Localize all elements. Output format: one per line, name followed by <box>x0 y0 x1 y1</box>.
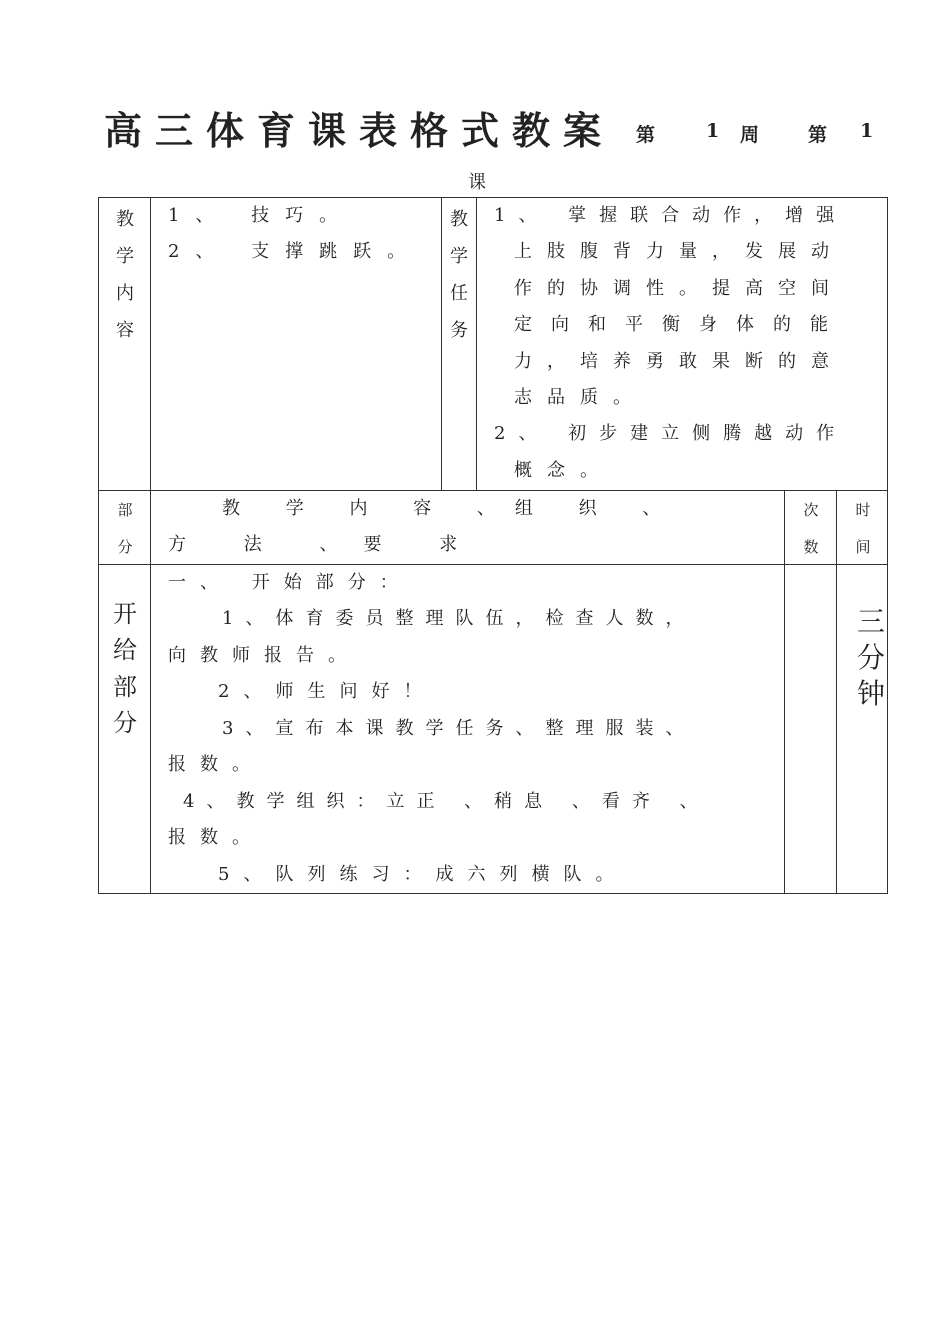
section-part-char: 开 <box>113 600 137 628</box>
time-header-char: 间 <box>855 538 871 556</box>
section-line: 5、队列练习：成六列横队。 <box>218 864 628 885</box>
task-line: 定向和平衡身体的能 <box>514 314 847 335</box>
section-time-char: 分 <box>856 641 885 674</box>
count-header-char: 次 <box>803 501 819 519</box>
content-item: 1、 技巧。 <box>168 205 354 226</box>
task-line: 2、 初步建立侧腾越动作 <box>494 423 848 444</box>
count-header-char: 数 <box>803 538 819 556</box>
content-header-char: 学 <box>116 246 134 267</box>
task-line: 力，培养勇敢果断的意 <box>514 351 844 372</box>
page-title: 高三体育课表格式教案 <box>104 108 615 153</box>
section-part-char: 部 <box>113 673 137 701</box>
section-line: 报数。 <box>168 754 264 775</box>
content-item: 2、 支撑跳跃。 <box>168 241 422 262</box>
task-line: 志品质。 <box>514 387 646 408</box>
content-method-header: 方 法 、要 求 <box>168 534 484 555</box>
section-line: 1、体育委员整理队伍，检查人数， <box>222 608 696 629</box>
task-header-char: 教 <box>450 209 468 230</box>
task-header-char: 务 <box>450 320 468 341</box>
task-line: 1、 掌握联合动作，增强 <box>494 205 848 226</box>
task-header-char: 任 <box>450 283 468 304</box>
time-header-char: 时 <box>855 501 871 519</box>
content-method-header: 教 学 内 容 、组 织 、 <box>222 498 681 519</box>
section-line: 4、教学组织：立正 、稍息 、看齐 、 <box>183 791 710 812</box>
task-line: 作的协调性。提高空间 <box>514 278 844 299</box>
section-line: 一、 开始部分： <box>168 572 412 593</box>
week-number: 1 <box>706 120 720 142</box>
section-line: 报数。 <box>168 827 264 848</box>
part-header-char: 部 <box>117 501 133 519</box>
content-header-char: 内 <box>116 283 134 304</box>
task-header-char: 学 <box>450 246 468 267</box>
task-line: 概念。 <box>514 460 613 481</box>
section-line: 2、师生问好！ <box>218 681 436 702</box>
section-time-char: 钟 <box>856 677 885 710</box>
section-part-char: 给 <box>113 636 137 664</box>
part-header-char: 分 <box>117 538 133 556</box>
content-header-char: 容 <box>116 320 134 341</box>
lesson-unit: 课 <box>468 172 486 193</box>
section-part-char: 分 <box>113 709 137 737</box>
content-header-char: 教 <box>116 209 134 230</box>
section-time-char: 三 <box>856 605 885 638</box>
task-line: 上肢腹背力量，发展动 <box>514 241 844 262</box>
week-label: 第 <box>636 124 656 146</box>
week-unit: 周 <box>740 124 760 146</box>
section-line: 3、宣布本课教学任务、整理服装、 <box>222 718 696 739</box>
section-line: 向教师报告。 <box>168 645 360 666</box>
lesson-label: 第 <box>808 124 828 146</box>
lesson-number: 1 <box>860 120 874 142</box>
